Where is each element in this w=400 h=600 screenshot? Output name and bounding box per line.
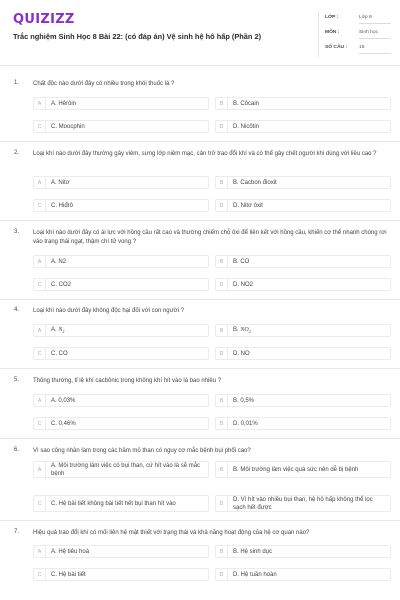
- option-a[interactable]: [33, 176, 209, 189]
- meta-underline: [359, 23, 391, 24]
- worksheet-header: [0, 0, 400, 66]
- worksheet-title: Trắc nghiệm Sinh Học 8 Bài 22: (có đáp án) Vệ sinh hệ hô hấp (Phần 2): [13, 32, 262, 41]
- option-letter: A: [34, 395, 46, 406]
- option-d[interactable]: [215, 495, 391, 512]
- option-text: D. NO: [233, 350, 250, 357]
- option-letter: A: [34, 98, 46, 109]
- option-c[interactable]: [33, 495, 209, 512]
- formula-subscript: 2: [248, 328, 251, 334]
- option-letter: A: [34, 325, 46, 336]
- option-b[interactable]: [215, 545, 391, 558]
- question-text: Chất độc nào dưới đây có nhiều trong khói thuốc lá ?: [33, 81, 175, 87]
- option-text: B. 0,5%: [233, 397, 255, 404]
- option-d[interactable]: [215, 347, 391, 360]
- meta-subject: [325, 29, 391, 41]
- option-text: C. Hiđrô: [51, 202, 74, 209]
- meta-value: Sinh học: [359, 30, 379, 35]
- meta-value: Lớp 8: [359, 15, 372, 20]
- question-divider: [0, 438, 400, 439]
- question-number: 2.: [14, 150, 20, 156]
- question-number: 1.: [14, 80, 20, 86]
- option-letter: B: [216, 325, 228, 336]
- formula-no2: NO: [240, 326, 249, 333]
- option-letter: B: [216, 546, 228, 557]
- option-d[interactable]: [215, 120, 391, 133]
- option-text: C. Moocphin: [51, 123, 85, 130]
- option-text: D. Nicôtin: [233, 123, 260, 130]
- option-d[interactable]: [215, 199, 391, 212]
- option-text: A. Hêrôin: [51, 100, 77, 107]
- option-a[interactable]: [33, 394, 209, 407]
- option-letter: D: [216, 418, 228, 429]
- question-text: Loại khí nào dưới đây thường gây viêm, sưng lớp niêm mạc, cản trở trao đổi khí và có thể gây chết người khi dùng với liều cao ?: [33, 151, 377, 157]
- option-letter: D: [216, 279, 228, 290]
- option-b[interactable]: [215, 461, 391, 478]
- option-a[interactable]: [33, 97, 209, 110]
- question-text: Vì sao công nhân làm trong các hầm mỏ than có nguy cơ mắc bệnh bụi phổi cao?: [33, 448, 251, 454]
- option-c[interactable]: [33, 120, 209, 133]
- option-text: [233, 325, 251, 335]
- option-b[interactable]: [215, 97, 391, 110]
- option-letter: C: [34, 348, 46, 359]
- option-text: B. Hệ sinh dục: [233, 548, 273, 555]
- question-text: Thông thường, tỉ lệ khí cacbônic trong không khí hít vào là bao nhiêu ?: [33, 378, 222, 384]
- question-number: 6.: [14, 447, 20, 453]
- meta-underline: [359, 38, 391, 39]
- option-d[interactable]: [215, 278, 391, 291]
- option-prefix: A.: [51, 326, 59, 333]
- option-text: [51, 325, 64, 335]
- option-text: D. NO2: [233, 281, 254, 288]
- meta-underline: [359, 53, 391, 54]
- meta-label: MÔN :: [325, 30, 340, 35]
- option-c[interactable]: [33, 347, 209, 360]
- option-c[interactable]: [33, 417, 209, 430]
- option-letter: D: [216, 121, 228, 132]
- option-letter: B: [216, 462, 228, 477]
- option-d[interactable]: [215, 568, 391, 581]
- option-a[interactable]: [33, 545, 209, 558]
- meta-label: SỐ CÂU :: [325, 45, 348, 50]
- option-text: A. N2: [51, 258, 67, 265]
- meta-question-count: [325, 44, 391, 56]
- formula-subscript: 2: [62, 328, 65, 334]
- option-b[interactable]: [215, 255, 391, 268]
- option-letter: D: [216, 569, 228, 580]
- option-text: D. 0,01%: [233, 420, 258, 427]
- option-letter: D: [216, 496, 228, 511]
- option-text: C. Hệ bài tiết không bài tiết hết bụi than hít vào: [51, 500, 176, 507]
- meta-value: 15: [359, 45, 365, 50]
- question-number: 4.: [14, 307, 20, 313]
- option-text: A. Hệ tiêu hoá: [51, 548, 90, 555]
- option-text: A. 0,03%: [51, 397, 76, 404]
- formula-n2: N: [58, 326, 63, 333]
- question-number: 3.: [14, 229, 20, 235]
- option-letter: A: [34, 177, 46, 188]
- option-text: B. Côcain: [233, 100, 260, 107]
- question-divider: [0, 220, 400, 221]
- question-text: Loại khí nào dưới đây có ái lực với hồng cầu rất cao và thường chiếm chỗ ôxi để liên kết với hồng cầu, khiến cơ thể nhanh chóng rơi vào trạng thái ngạt, thậm chí tử vong ?: [33, 230, 387, 245]
- option-b[interactable]: [215, 324, 391, 337]
- option-a[interactable]: [33, 255, 209, 268]
- meta-grade: [325, 14, 391, 26]
- question-divider: [0, 299, 400, 300]
- option-letter: A: [34, 546, 46, 557]
- option-letter: B: [216, 256, 228, 267]
- question-divider: [0, 368, 400, 369]
- option-c[interactable]: [33, 199, 209, 212]
- option-text: C. Hệ bài tiết: [51, 571, 86, 578]
- option-a[interactable]: [33, 461, 209, 478]
- option-letter: C: [34, 121, 46, 132]
- option-a[interactable]: [33, 324, 209, 337]
- option-text: D. Hệ tuần hoàn: [233, 571, 277, 578]
- option-c[interactable]: [33, 278, 209, 291]
- option-letter: C: [34, 569, 46, 580]
- option-text: C. CO2: [51, 281, 72, 288]
- option-letter: A: [34, 256, 46, 267]
- option-text: A. Nitơ: [51, 179, 70, 186]
- option-b[interactable]: [215, 394, 391, 407]
- option-prefix: B.: [233, 326, 241, 333]
- option-letter: B: [216, 395, 228, 406]
- question-number: 5.: [14, 377, 20, 383]
- question-text: Hiệu quả trao đổi khí có mối liên hệ mật thiết với trạng thái và khả năng hoạt động của hệ cơ quan nào?: [33, 530, 310, 536]
- option-text: A. Môi trường làm việc có bụi than, cứ hít vào là sẽ mắc bệnh: [51, 462, 201, 477]
- option-text: C. 0,46%: [51, 420, 76, 427]
- option-b[interactable]: [215, 176, 391, 189]
- worksheet-meta: [318, 11, 393, 57]
- option-letter: B: [216, 98, 228, 109]
- question-text: Loại khí nào dưới đây không độc hại đối với con người ?: [33, 308, 184, 314]
- option-text: C. CO: [51, 350, 68, 357]
- option-c[interactable]: [33, 568, 209, 581]
- question-divider: [0, 520, 400, 521]
- option-letter: C: [34, 418, 46, 429]
- question-number: 7.: [14, 529, 20, 535]
- option-letter: C: [34, 279, 46, 290]
- option-text: D. Vì hít vào nhiều bụi than, hệ hô hấp không thể lọc sạch hết được: [233, 496, 373, 511]
- option-text: B. Môi trường làm việc quá sức nên dễ bị bệnh: [233, 466, 359, 473]
- option-letter: D: [216, 348, 228, 359]
- option-text: B. Cacbon đioxit: [233, 179, 277, 186]
- option-letter: B: [216, 177, 228, 188]
- option-letter: C: [34, 496, 46, 511]
- quizizz-logo: QUIZIZZ: [13, 12, 75, 27]
- option-d[interactable]: [215, 417, 391, 430]
- option-letter: A: [34, 462, 46, 477]
- meta-label: LỚP :: [325, 15, 339, 20]
- option-letter: D: [216, 200, 228, 211]
- option-text: B. CO: [233, 258, 250, 265]
- option-text: D. Nitơ ôxit: [233, 202, 263, 209]
- question-divider: [0, 141, 400, 142]
- option-letter: C: [34, 200, 46, 211]
